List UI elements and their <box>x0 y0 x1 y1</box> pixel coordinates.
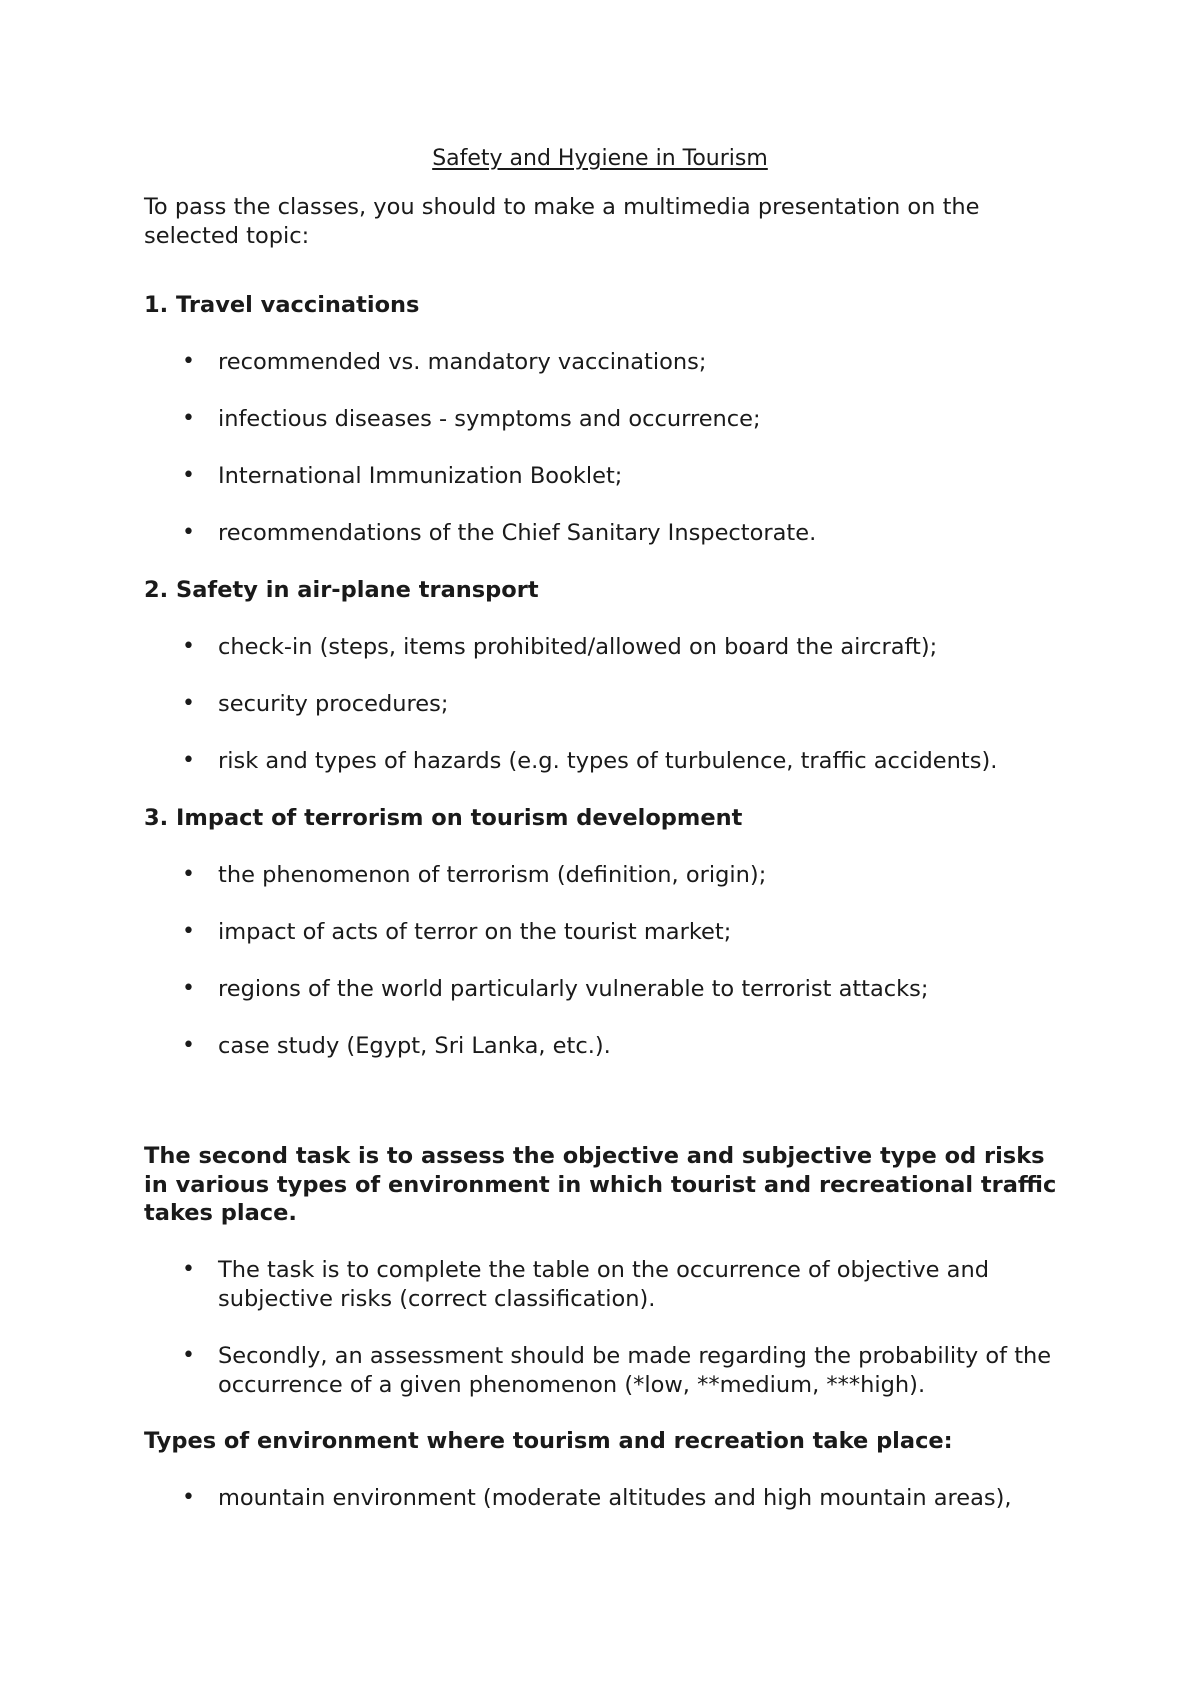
intro-paragraph: To pass the classes, you should to make a multimedia presentation on the selected topic: <box>144 194 980 249</box>
list-item-text: regions of the world particularly vulnerable to terrorist attacks; <box>218 976 929 1002</box>
list-item-text: infectious diseases - symptoms and occurrence; <box>218 406 761 432</box>
list-item-text: recommendations of the Chief Sanitary Inspectorate. <box>218 520 817 546</box>
bullet-icon: • <box>182 349 195 374</box>
list-item-text: Secondly, an assessment should be made regarding the probability of the occurrence of a given phenomenon (*low, **medium, ***high). <box>218 1343 1052 1398</box>
bullet-icon: • <box>182 520 195 545</box>
environments-heading: Types of environment where tourism and recreation take place: <box>144 1428 953 1454</box>
second-task-heading: The second task is to assess the objective and subjective type od risks in various types of environment in which tourist and recreational traffic takes place. <box>144 1143 1057 1226</box>
bullet-icon: • <box>182 748 195 773</box>
list-item-text: International Immunization Booklet; <box>218 463 623 489</box>
list-item-text: mountain environment (moderate altitudes and high mountain areas), <box>218 1485 1012 1511</box>
list-item-text: check-in (steps, items prohibited/allowed on board the aircraft); <box>218 634 938 660</box>
list-item-text: The task is to complete the table on the occurrence of objective and subjective risks (correct classification). <box>218 1257 990 1312</box>
list-item-text: recommended vs. mandatory vaccinations; <box>218 349 707 375</box>
list-item-text: security procedures; <box>218 691 449 717</box>
bullet-icon: • <box>182 406 195 431</box>
list-item-text: case study (Egypt, Sri Lanka, etc.). <box>218 1033 611 1059</box>
section-heading-air-plane-safety: 2. Safety in air-plane transport <box>144 577 539 603</box>
bullet-icon: • <box>182 691 195 716</box>
list-item-text: the phenomenon of terrorism (definition, origin); <box>218 862 767 888</box>
bullet-icon: • <box>182 919 195 944</box>
bullet-icon: • <box>182 1033 195 1058</box>
section-heading-travel-vaccinations: 1. Travel vaccinations <box>144 292 420 318</box>
bullet-icon: • <box>182 1485 195 1510</box>
bullet-icon: • <box>182 862 195 887</box>
section-heading-terrorism-impact: 3. Impact of terrorism on tourism development <box>144 805 743 831</box>
bullet-icon: • <box>182 463 195 488</box>
bullet-icon: • <box>182 1257 195 1282</box>
document-title: Safety and Hygiene in Tourism <box>432 146 768 171</box>
list-item-text: risk and types of hazards (e.g. types of turbulence, traffic accidents). <box>218 748 998 774</box>
bullet-icon: • <box>182 976 195 1001</box>
list-item-text: impact of acts of terror on the tourist market; <box>218 919 732 945</box>
bullet-icon: • <box>182 634 195 659</box>
bullet-icon: • <box>182 1343 195 1368</box>
